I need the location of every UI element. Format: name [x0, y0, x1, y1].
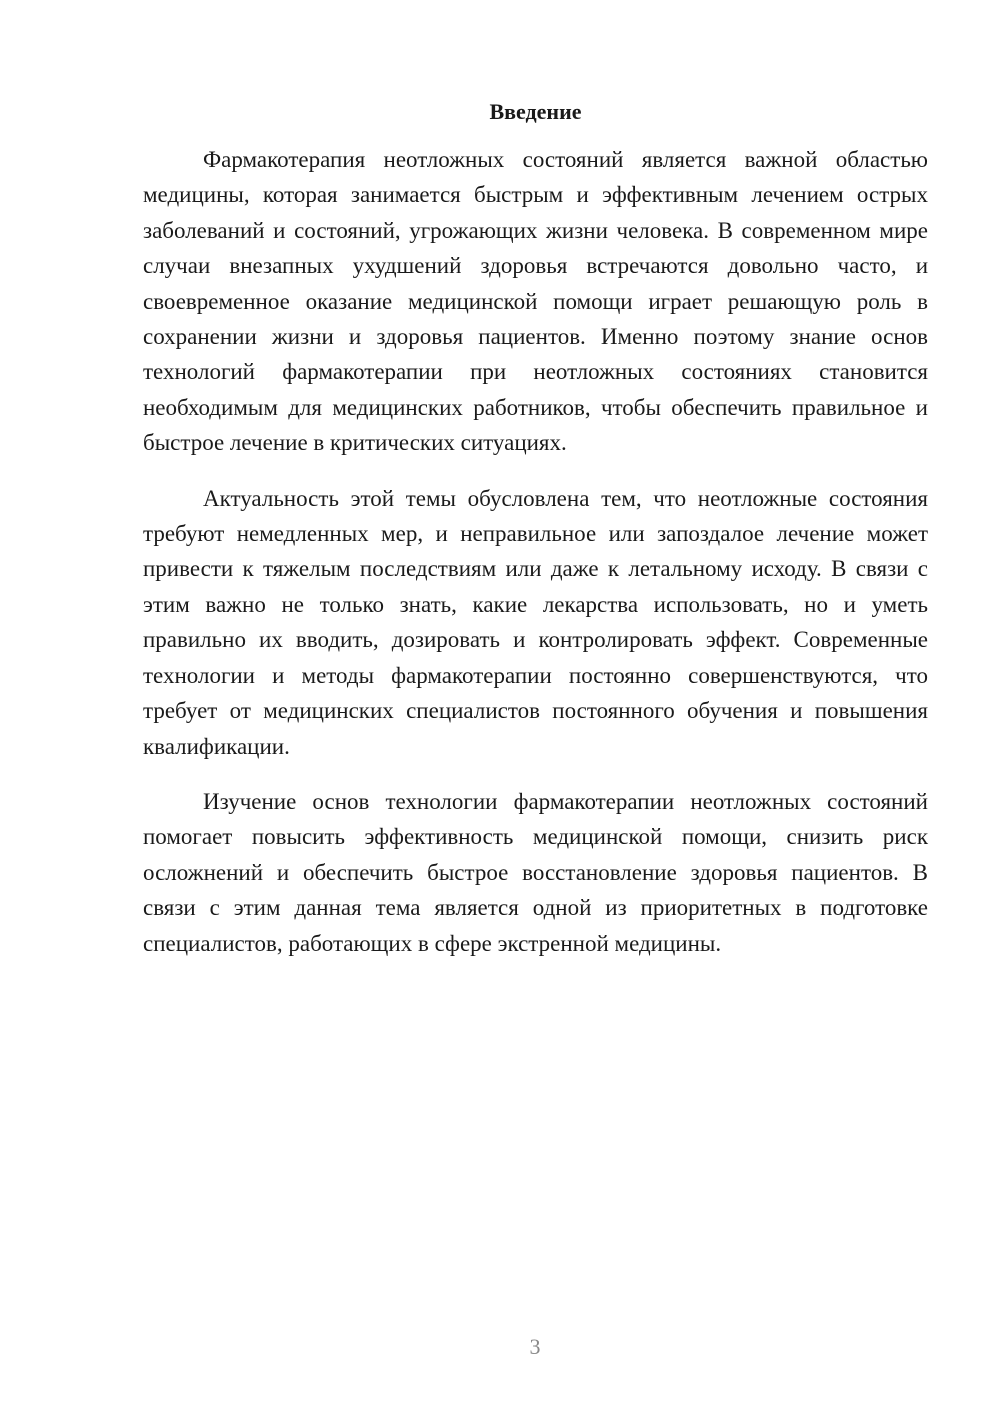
paragraph-1: Фармакотерапия неотложных состояний является важной областью медицины, которая занимается быстрым и эффективным лечением острых заболеваний и состояний, угрожающих жизни человека. В современном мире случаи внезапных ухудшений здоровья встречаются довольно часто, и своевременное оказание медицинской помощи играет решающую роль в сохранении жизни и здоровья пациентов. Именно поэтому знание основ технологий фармакотерапии при неотложных состояниях становится необходимым для медицинских работников, чтобы обеспечить правильное и быстрое лечение в критических ситуациях.	[143, 147, 928, 456]
section-heading: Введение	[489, 99, 582, 124]
paragraph-3: Изучение основ технологии фармакотерапии неотложных состояний помогает повысить эффективность медицинской помощи, снизить риск осложнений и обеспечить быстрое восстановление здоровья пациентов. В связи с этим данная тема является одной из приоритетных в подготовке специалистов, работающих в сфере экстренной медицины.	[143, 788, 928, 956]
paragraph-2: Актуальность этой темы обусловлена тем, что неотложные состояния требуют немедленных мер, и неправильное или запоздалое лечение может привести к тяжелым последствиям или даже к летальному исходу. В связи с этим важно не только знать, какие лекарства использовать, но и уметь правильно их вводить, дозировать и контролировать эффект. Современные технологии и методы фармакотерапии постоянно совершенствуются, что требует от медицинских специалистов постоянного обучения и повышения квалификации.	[143, 485, 928, 759]
page-number: 3	[529, 1334, 541, 1359]
body-text	[143, 142, 928, 981]
